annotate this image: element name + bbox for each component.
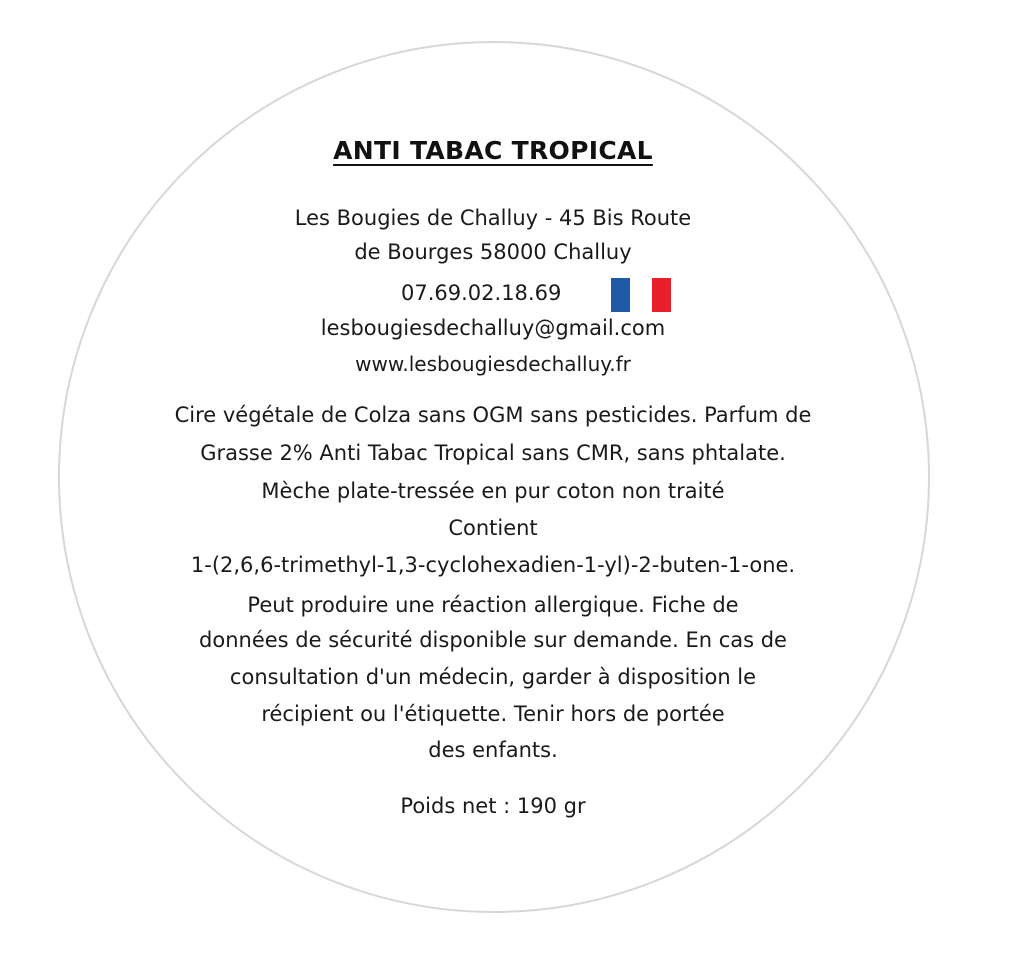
flag-white-band <box>630 278 652 312</box>
website-url: www.lesbougiesdechalluy.fr <box>355 352 631 376</box>
description-line: 1-(2,6,6-trimethyl-1,3-cyclohexadien-1-yl)-2-buten-1-one. <box>190 553 796 577</box>
description-line: des enfants. <box>428 738 558 762</box>
product-title: ANTI TABAC TROPICAL <box>333 136 653 165</box>
description-line: Mèche plate-tressée en pur coton non traité <box>261 479 725 503</box>
address-line-2: de Bourges 58000 Challuy <box>354 240 632 264</box>
description-line: récipient ou l'étiquette. Tenir hors de portée <box>261 702 725 726</box>
description-line: Contient <box>448 516 538 540</box>
flag-blue-band <box>611 278 630 312</box>
description-line: consultation d'un médecin, garder à disposition le <box>229 665 757 689</box>
description-line: Cire végétale de Colza sans OGM sans pesticides. Parfum de <box>174 403 812 427</box>
phone-row <box>0 277 986 313</box>
description-line: Grasse 2% Anti Tabac Tropical sans CMR, sans phtalate. <box>200 441 786 465</box>
address-line-1: Les Bougies de Challuy - 45 Bis Route <box>294 206 692 230</box>
description-line: Peut produire une réaction allergique. Fiche de <box>247 593 739 617</box>
net-weight: Poids net : 190 gr <box>400 794 586 818</box>
phone-number: 07.69.02.18.69 <box>401 281 562 305</box>
email-address: lesbougiesdechalluy@gmail.com <box>320 316 666 340</box>
flag-red-band <box>652 278 671 312</box>
french-flag-icon <box>611 278 671 312</box>
description-line: données de sécurité disponible sur demande. En cas de <box>199 628 787 652</box>
